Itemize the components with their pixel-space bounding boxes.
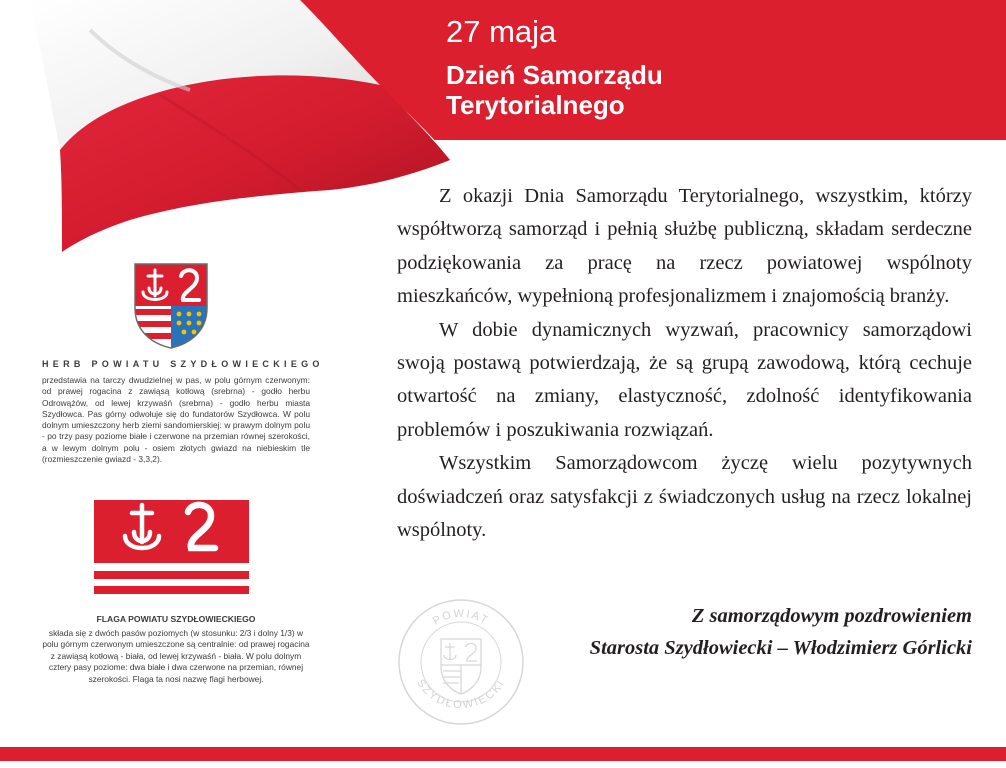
coat-of-arms-title: HERB POWIATU SZYDŁOWIECKIEGO: [42, 359, 324, 369]
letter-body: [397, 180, 972, 547]
county-flag-icon: [94, 500, 249, 595]
letter-paragraph: W dobie dynamicznych wyzwań, pracownicy samorządowi swoją postawą potwierdzają, że są grupą zawodową, którą cechuje otwartość na zmiany, elastyczność, zdolność identyfikowania problemów i poszukiwania rozwiązań.: [397, 318, 972, 441]
page-title-line1: Dzień Samorządu: [446, 60, 663, 90]
coat-of-arms-description: przedstawia na tarczy dwudzielnej w pas, w polu górnym czerwonym: od prawej rogacina z zawiąsą kotłową (srebrna) - godło herbu Odrowążów, od lewej krzywaśń (srebrna) - godło herbu miasta Szydłowca. Pas górny odwołuje się do fundatorów Szydłowca. W polu dolnym umieszczony herb ziemi sandomierskiej: w prawym dolnym polu - po trzy pasy poziome białe i czerwone na przemian równej szerokości, a w lewym dolnym polu - osiem złotych gwiazd na niebieskim tle (rozmieszczenie gwiazd - 3,3,2).: [42, 375, 310, 465]
header-date: 27 maja: [446, 14, 557, 49]
letter-paragraph: Wszystkim Samorządowcom życzę wielu pozytywnych doświadczeń oraz satysfakcji z świadczonych usług na rzecz lokalnej wspólnoty.: [397, 452, 972, 542]
signoff-signature: Starosta Szydłowiecki – Włodzimierz Górlicki: [589, 637, 972, 659]
footer-band: [0, 747, 1006, 761]
page-title: [446, 60, 663, 120]
flag-description: składa się z dwóch pasów poziomych (w stosunku: 2/3 i dolny 1/3) w polu górnym czerwonym umieszczone są centralnie: od prawej rogacina z zawiąsą kotłową - biała, od lewej krzywaśń - biała. W polu dolnym cztery pasy poziome: dwa białe i dwa czerwone na przemian, równej szerokości. Flaga ta nosi nazwę flagi herbowej.: [42, 628, 310, 684]
flag-title: FLAGA POWIATU SZYDŁOWIECKIEGO: [96, 614, 256, 624]
page-title-line2: Terytorialnego: [446, 90, 625, 120]
coat-of-arms-icon: [133, 262, 209, 350]
signoff-greeting: Z samorządowym pozdrowieniem: [691, 605, 972, 627]
stamp-text-bottom: SZYDŁOWIECKI: [414, 677, 508, 712]
county-seal-watermark-icon: [396, 597, 526, 727]
svg-text:POWIAT: [431, 608, 491, 628]
letter-signoff: [590, 600, 972, 664]
letter-paragraph: Z okazji Dnia Samorządu Terytorialnego, wszystkim, którzy współtworzą samorząd i pełnią służbę publiczną, składam serdeczne podziękowania za pracę na rzecz powiatowej wspólnoty mieszkańców, wypełnioną profesjonalizmem i znajomością branży.: [397, 185, 972, 308]
stamp-text-top: POWIAT: [430, 607, 492, 628]
